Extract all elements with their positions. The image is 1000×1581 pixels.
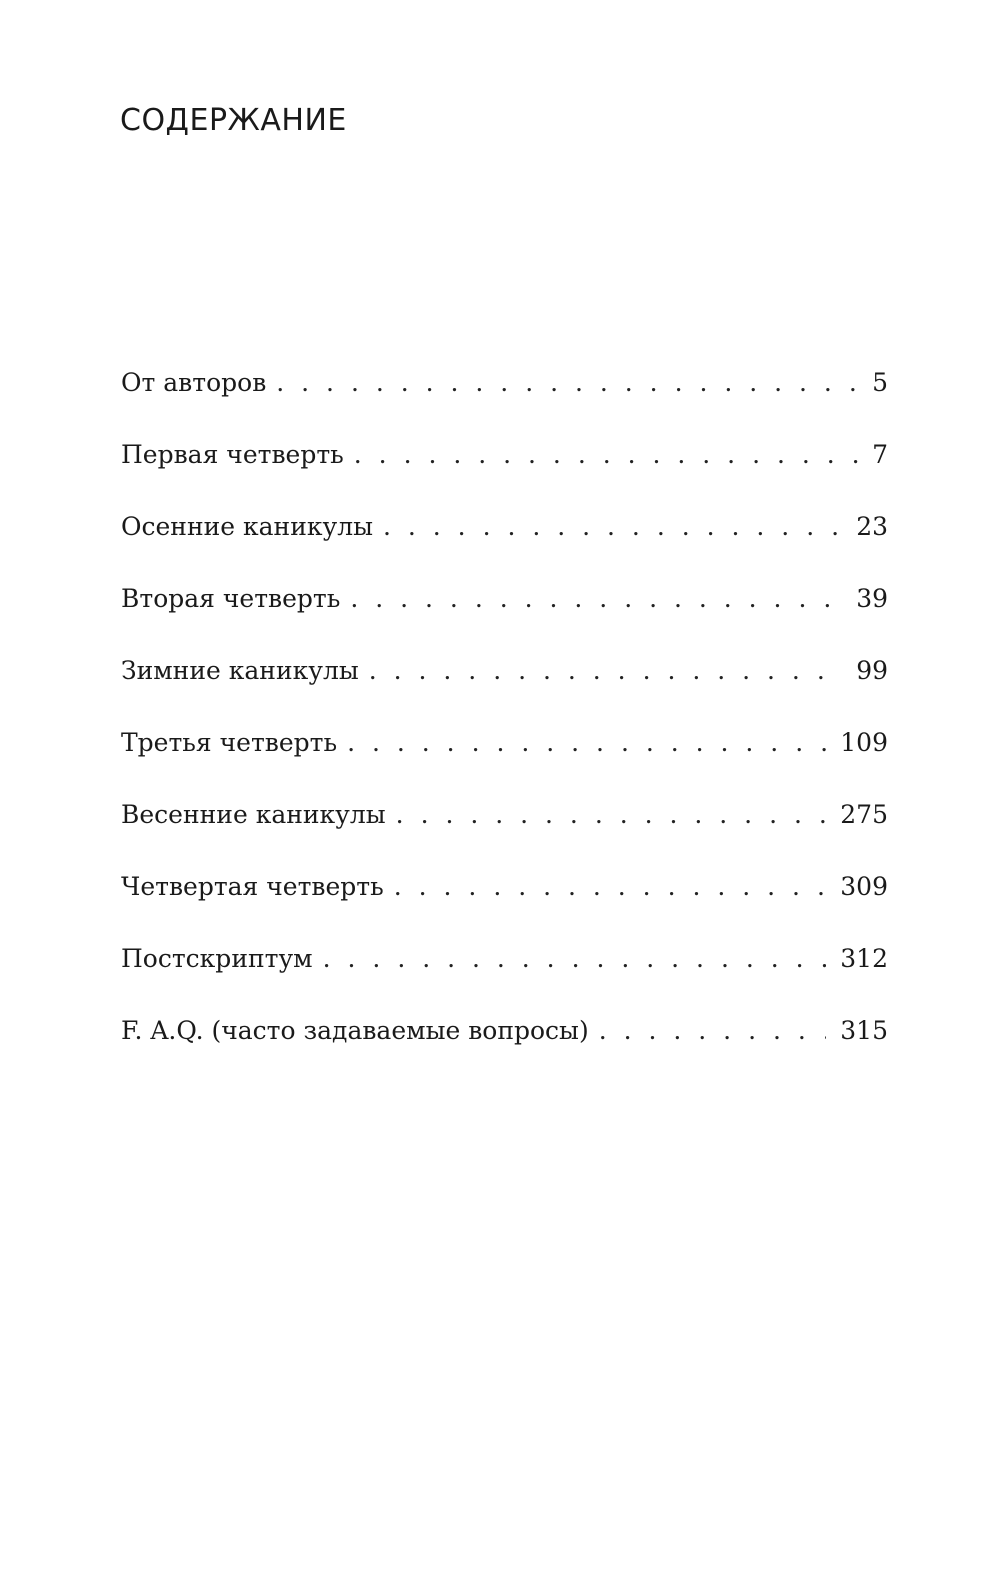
dot-leader (347, 728, 826, 757)
toc-entry-title: Четвертая четверть (121, 872, 384, 901)
toc-entry-title: Весенние каникулы (121, 800, 386, 829)
toc-entry (121, 800, 888, 872)
toc-page-number: 315 (840, 1016, 888, 1045)
dot-leader (383, 512, 842, 541)
toc-entry-title: Осенние каникулы (121, 512, 373, 541)
dot-leader (394, 872, 827, 901)
toc-page-number: 7 (872, 440, 888, 469)
page-title: СОДЕРЖАНИЕ (120, 103, 347, 138)
dot-leader (369, 656, 842, 685)
toc-page-number: 23 (856, 512, 888, 541)
toc-entry (121, 368, 888, 440)
dot-leader (323, 944, 827, 973)
toc-entry-title: Постскриптум (121, 944, 313, 973)
dot-leader (350, 584, 842, 613)
toc-entry-title: Зимние каникулы (121, 656, 359, 685)
dot-leader (276, 368, 858, 397)
toc-page-number: 5 (872, 368, 888, 397)
toc-entry-title: Третья четверть (121, 728, 338, 757)
toc-page-number: 109 (840, 728, 888, 757)
toc-entry (121, 512, 888, 584)
toc-entry (121, 440, 888, 512)
dot-leader (354, 440, 858, 469)
toc-page-number: 309 (840, 872, 888, 901)
toc-entry-title: Первая четверть (121, 440, 344, 469)
dot-leader (599, 1016, 827, 1045)
toc-page-number: 312 (840, 944, 888, 973)
toc-entry (121, 728, 888, 800)
toc-page-number: 39 (856, 584, 888, 613)
table-of-contents (121, 368, 888, 1088)
toc-page-number: 99 (856, 656, 888, 685)
toc-entry-title: F. A.Q. (часто задаваемые вопросы) (121, 1016, 589, 1045)
toc-entry-title: От авторов (121, 368, 267, 397)
toc-entry-title: Вторая четверть (121, 584, 341, 613)
dot-leader (396, 800, 827, 829)
toc-entry (121, 944, 888, 1016)
toc-entry (121, 872, 888, 944)
toc-entry (121, 584, 888, 656)
toc-entry (121, 656, 888, 728)
toc-page-number: 275 (840, 800, 888, 829)
toc-entry (121, 1016, 888, 1088)
